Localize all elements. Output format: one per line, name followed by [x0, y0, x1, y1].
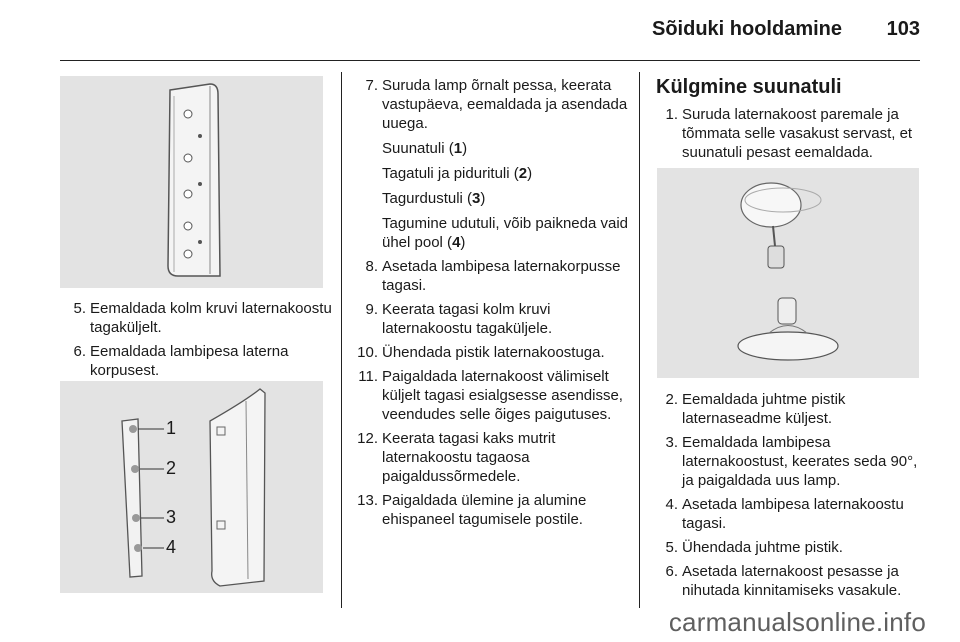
column-3-steps: [656, 390, 922, 605]
list-item: 2. Eemaldada juhtme pistik laternaseadme küljest.: [665, 391, 846, 427]
bulb-line: Tagumine udutuli, võib paikneda vaid ühel pool (4): [382, 215, 628, 251]
column-divider-1: [341, 72, 342, 608]
list-item: 6. Asetada laternakoost pesasse ja nihutada kinnitamiseks vasakule.: [665, 563, 902, 599]
watermark: carmanualsonline.info: [668, 607, 926, 637]
list-item: 6. Eemaldada lambipesa laterna korpusest.: [73, 343, 289, 379]
figure-label-2: 2: [166, 458, 177, 478]
list-item: 12. Keerata tagasi kaks mutrit laternakoostu tagaosa paigaldussõrmedele.: [357, 430, 556, 485]
list-item: 10. Ühendada pistik laternakoostuga.: [357, 344, 605, 361]
list-item: 1. Suruda laternakoost paremale ja tõmmata selle vasakust servast, et suunatuli pesast eemaldada.: [665, 106, 913, 161]
list-item: 7. Suruda lamp õrnalt pessa, keerata vastupäeva, eemaldada ja asendada uuega. Suunatuli (1) Tagatuli ja piduritulі (2) Tagurdustuli (3) Tagumine udutuli, võib paikneda vaid ühel pool (4): [356, 76, 632, 252]
figure-label-3: 3: [166, 507, 177, 527]
bulb-holder-image: [60, 381, 323, 593]
list-item: 11. Paigaldada laternakoost välimiselt küljelt tagasi esialgsesse asendisse, veendudes selle õiges paigutuses.: [358, 368, 623, 423]
column-3-text: [656, 76, 922, 167]
tail-lamp-rear-image: [60, 76, 323, 288]
section-title: Külgmine suunatuli: [656, 76, 842, 98]
bulb-line: Tagatuli ja piduritulі (2): [382, 165, 533, 182]
bulb-line: Suunatuli (1): [382, 140, 468, 157]
column-2-text: [356, 76, 632, 534]
figure-label-4: 4: [166, 537, 177, 557]
list-item: 5. Eemaldada kolm kruvi laternakoostu tagaküljelt.: [73, 300, 332, 336]
list-item: 8. Asetada lambipesa laternakorpusse tagasi.: [365, 258, 621, 294]
list-item: 4. Asetada lambipesa laternakoostu tagasi.: [665, 496, 904, 532]
column-divider-2: [639, 72, 640, 608]
list-item: 3. Eemaldada lambipesa laternakoostust, keerates seda 90°, ja paigaldada uus lamp.: [665, 434, 918, 489]
list-item: 9. Keerata tagasi kolm kruvi laternakoostu tagaküljele.: [365, 301, 553, 337]
section-header-title: Sõiduki hooldamine: [651, 18, 842, 40]
list-item: 5. Ühendada juhtme pistik.: [665, 539, 843, 556]
bulb-line: Tagurdustuli (3): [382, 190, 486, 207]
column-1-text: [64, 299, 336, 385]
side-indicator-image: [657, 168, 919, 378]
figure-label-1: 1: [166, 418, 177, 438]
header-rule: [60, 60, 920, 61]
list-item: 13. Paigaldada ülemine ja alumine ehispaneel tagumisele postile.: [357, 492, 587, 528]
page-number: 103: [886, 18, 920, 40]
